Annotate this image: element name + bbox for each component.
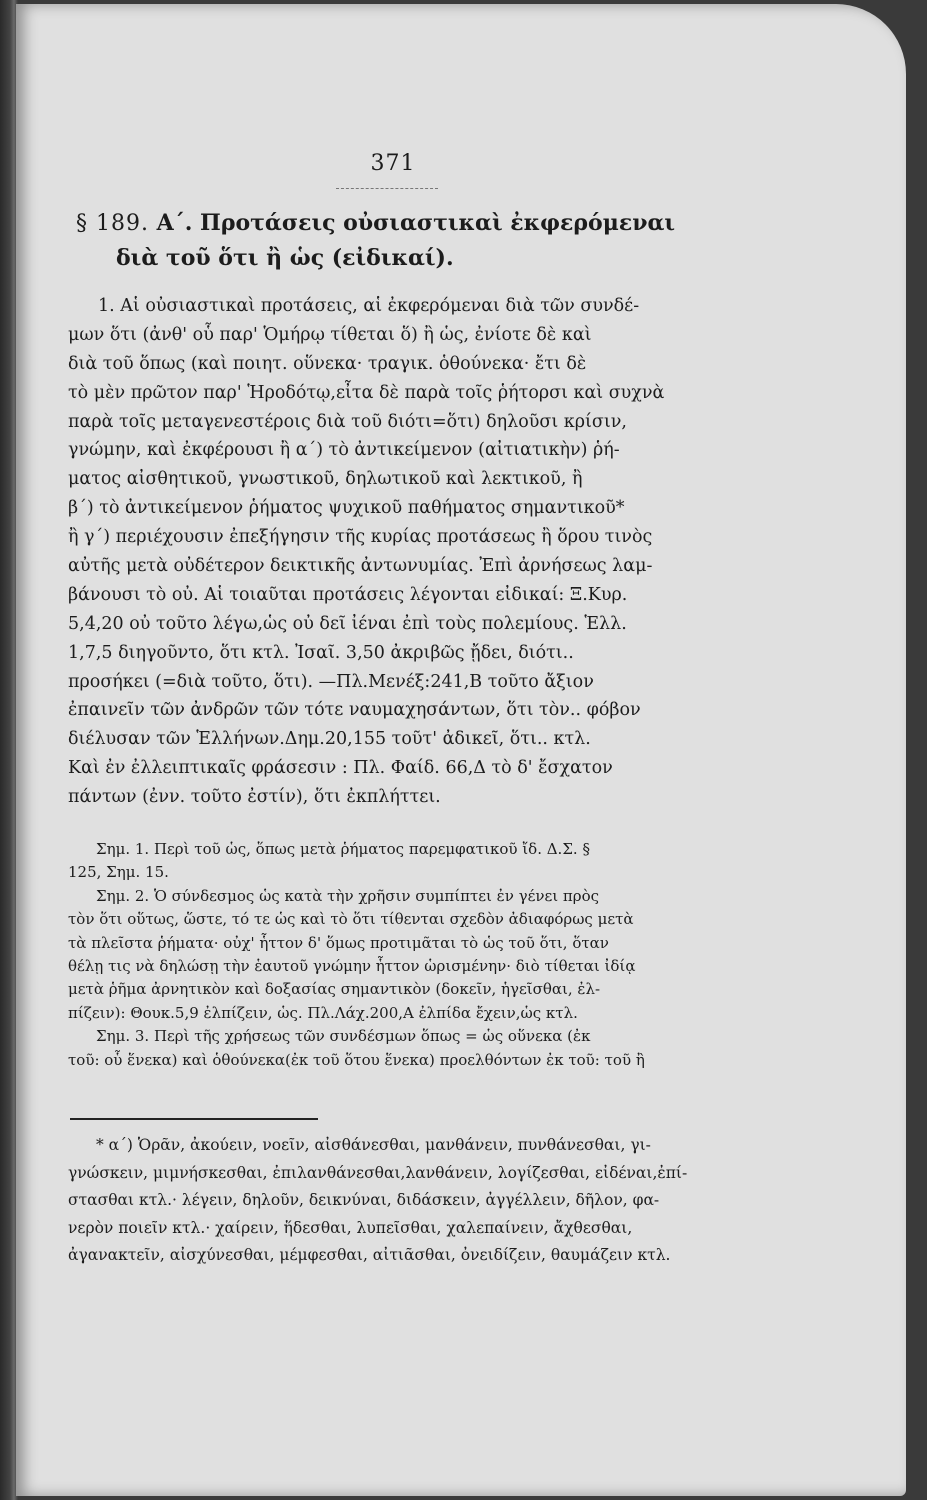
text-line: β΄) τὸ ἀντικείμενον ῥήματος ψυχικοῦ παθήματος σημαντικοῦ* [68, 498, 625, 519]
text-line: τὸ μὲν πρῶτον παρ' Ἡροδότῳ,εἶτα δὲ παρὰ τοῖς ῥήτορσι καὶ συχνὰ [68, 382, 665, 403]
note-line: τοῦ: οὗ ἕνεκα) καὶ ὁθούνεκα(ἐκ τοῦ ὅτου ἕνεκα) προελθόντων ἐκ τοῦ: τοῦ ἢ [68, 1050, 645, 1069]
note-line: θέλῃ τις νὰ δηλώσῃ τὴν ἑαυτοῦ γνώμην ἧττον ὡρισμένην· διὸ τίθεται ἰδίᾳ [68, 956, 636, 975]
footnote-line: στασθαι κτλ.· λέγειν, δηλοῦν, δεικνύναι, διδάσκειν, ἀγγέλλειν, δῆλον, φα- [68, 1191, 660, 1209]
section-heading [76, 206, 716, 276]
book-page [16, 4, 906, 1496]
footnote-line: νερὸν ποιεῖν κτλ.· χαίρειν, ἥδεσθαι, λυπεῖσθαι, χαλεπαίνειν, ἄχθεσθαι, [68, 1218, 633, 1237]
text-line: ἐπαινεῖν τῶν ἀνδρῶν τῶν τότε ναυμαχησάντων, ὅτι τὸν.. φόβον [68, 700, 641, 721]
text-line: Καὶ ἐν ἐλλειπτικαῖς φράσεσιν : Πλ. Φαίδ. 66,Δ τὸ δ' ἔσχατον [68, 758, 613, 779]
footnote-divider [70, 1118, 318, 1120]
note-line: 125, Σημ. 15. [68, 863, 169, 882]
text-line: 1,7,5 διηγοῦντο, ὅτι κτλ. Ἰσαῖ. 3,50 ἀκριβῶς ᾔδει, διότι.. [68, 642, 574, 663]
text-line: ἢ γ΄) περιέχουσιν ἐπεξήγησιν τῆς κυρίας προτάσεως ἢ ὅρου τινὸς [68, 527, 653, 548]
footnote-line: ἀγανακτεῖν, αἰσχύνεσθαι, μέμφεσθαι, αἰτιᾶσθαι, ὀνειδίζειν, θαυμάζειν κτλ. [68, 1246, 671, 1264]
note-line: τὰ πλεῖστα ῥήματα· οὐχ' ἧττον δ' ὅμως προτιμᾶται τὸ ὡς τοῦ ὅτι, ὅταν [68, 933, 609, 952]
footnote [68, 1132, 708, 1270]
text-line: διέλυσαν τῶν Ἑλλήνων.Δημ.20,155 τοῦτ' ἀδικεῖ, ὅτι.. κτλ. [68, 729, 591, 750]
notes-section [68, 838, 708, 1072]
text-line: πάντων (ἐνν. τοῦτο ἐστίν), ὅτι ἐκπλήττει. [68, 787, 441, 808]
text-line: αὐτῆς μετὰ οὐδέτερον δεικτικῆς ἀντωνυμίας. Ἐπὶ ἀρνήσεως λαμ- [68, 556, 653, 577]
note-line: Σημ. 3. Περὶ τῆς χρήσεως τῶν συνδέσμων ὅπως = ὡς οὕνεκα (ἐκ [96, 1027, 591, 1046]
note-line: Σημ. 1. Περὶ τοῦ ὡς, ὅπως μετὰ ῥήματος παρεμφατικοῦ ἴδ. Δ.Σ. § [96, 840, 590, 858]
text-line: προσήκει (=διὰ τοῦτο, ὅτι). —Πλ.Μενέξ:241,Β τοῦτο ἄξιον [68, 671, 594, 692]
note-line: τὸν ὅτι οὕτως, ὥστε, τό τε ὡς καὶ τὸ ὅτι τίθενται σχεδὸν ἀδιαφόρως μετὰ [68, 910, 634, 929]
text-line: ματος αἰσθητικοῦ, γνωστικοῦ, δηλωτικοῦ καὶ λεκτικοῦ, ἢ [68, 469, 583, 490]
text-line: μων ὅτι (ἀνθ' οὗ παρ' Ὁμήρῳ τίθεται ὅ) ἢ ὡς, ἐνίοτε δὲ καὶ [68, 324, 592, 345]
text-line: βάνουσι τὸ οὐ. Αἱ τοιαῦται προτάσεις λέγονται εἰδικαί: Ξ.Κυρ. [68, 584, 628, 605]
text-line: διὰ τοῦ ὅπως (καὶ ποιητ. οὕνεκα· τραγικ. ὁθούνεκα· ἔτι δὲ [68, 353, 587, 374]
note-line: Σημ. 2. Ὁ σύνδεσμος ὡς κατὰ τὴν χρῆσιν συμπίπτει ἐν γένει πρὸς [96, 886, 599, 905]
page-number: 371 [370, 151, 416, 176]
note-line: πίζειν): Θουκ.5,9 ἐλπίζειν, ὡς. Πλ.Λάχ.200,Α ἐλπίδα ἔχειν,ὡς κτλ. [68, 1003, 578, 1022]
note-line: μετὰ ῥῆμα ἀρνητικὸν καὶ δοξασίας σημαντικὸν (δοκεῖν, ἡγεῖσθαι, ἐλ- [68, 980, 601, 999]
text-line: παρὰ τοῖς μεταγενεστέροις διὰ τοῦ διότι=ὅτι) δηλοῦσι κρίσιν, [68, 411, 627, 432]
page-number-divider [336, 188, 438, 189]
section-title-line-2: διὰ τοῦ ὅτι ἢ ὡς (εἰδικαί). [116, 245, 454, 271]
section-number: § 189. [76, 211, 149, 236]
main-paragraph [68, 292, 708, 812]
footnote-line: * α΄) Ὁρᾶν, ἀκούειν, νοεῖν, αἰσθάνεσθαι, μανθάνειν, πυνθάνεσθαι, γι- [96, 1136, 651, 1154]
text-line: γνώμην, καὶ ἐκφέρουσι ἢ α΄) τὸ ἀντικείμενον (αἰτιατικὴν) ῥή- [68, 440, 620, 461]
section-title-line-1: Α΄. Προτάσεις οὐσιαστικαὶ ἐκφερόμεναι [156, 210, 676, 236]
text-line: 5,4,20 οὐ τοῦτο λέγω,ὡς οὐ δεῖ ἰέναι ἐπὶ τοὺς πολεμίους. Ἑλλ. [68, 613, 627, 634]
text-line: 1. Αἱ οὐσιαστικαὶ προτάσεις, αἱ ἐκφερόμεναι διὰ τῶν συνδέ- [98, 296, 640, 316]
footnote-line: γνώσκειν, μιμνήσκεσθαι, ἐπιλανθάνεσθαι,λανθάνειν, λογίζεσθαι, εἰδέναι,ἐπί- [68, 1163, 688, 1182]
